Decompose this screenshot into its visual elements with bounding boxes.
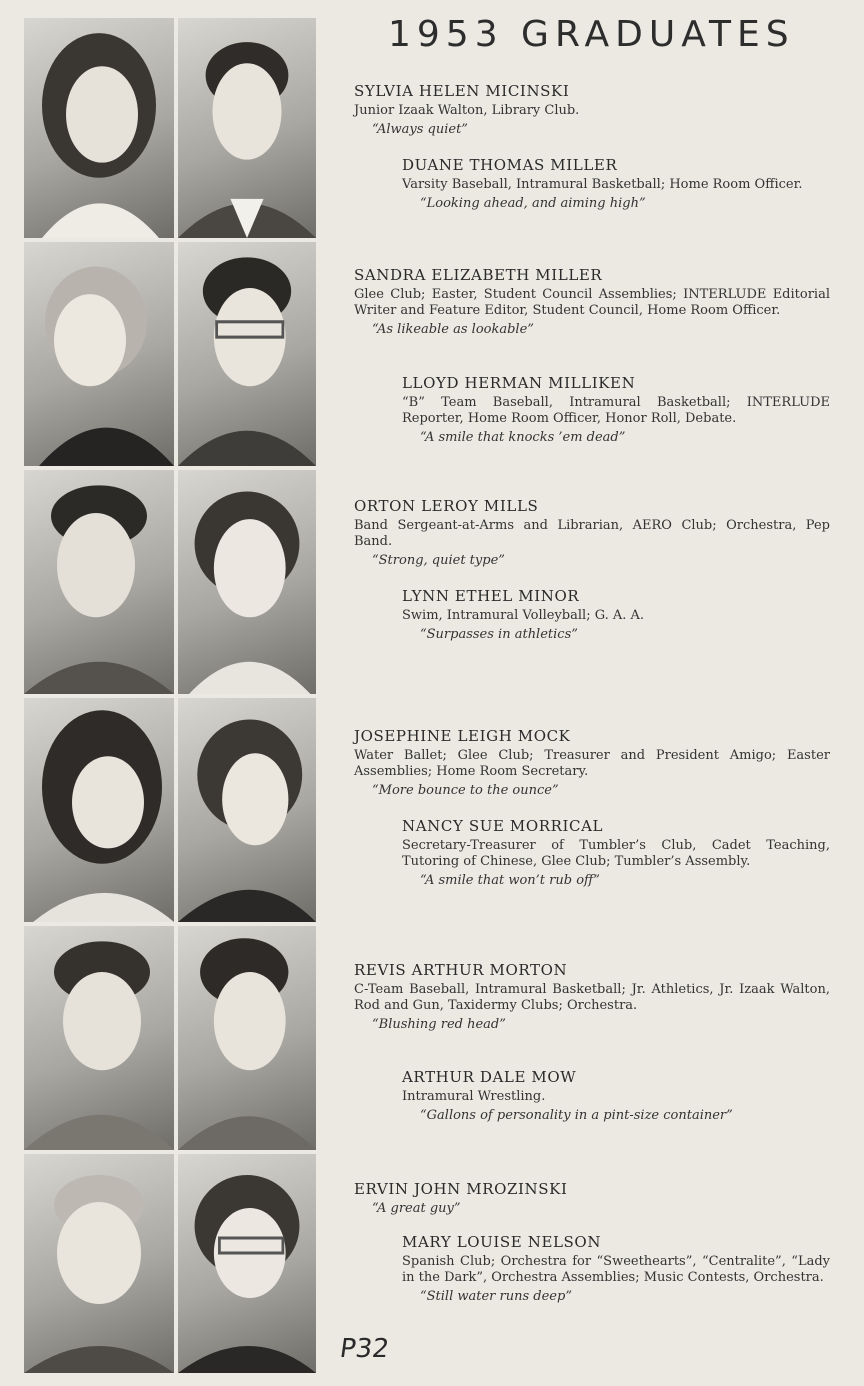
graduate-name: ORTON LEROY MILLS	[354, 497, 539, 515]
graduate-activities: Junior Izaak Walton, Library Club.	[354, 103, 580, 118]
graduate-activities: C-Team Baseball, Intramural Basketball; Jr. Athletics, Jr. Izaak Walton, Rod and Gun, Taxidermy Clubs; Orchestra.	[354, 982, 830, 1013]
portrait-photo	[24, 1154, 174, 1373]
graduate-entry	[354, 266, 830, 337]
graduate-entry	[402, 1068, 830, 1123]
portrait-photo	[178, 470, 316, 694]
graduate-quote: “Looking ahead, and aiming high”	[420, 196, 646, 211]
graduate-name: LLOYD HERMAN MILLIKEN	[402, 374, 636, 392]
graduate-name: NANCY SUE MORRICAL	[402, 817, 604, 835]
graduate-entry	[354, 497, 830, 568]
photo-grid	[24, 18, 316, 1373]
graduate-activities: Varsity Baseball, Intramural Basketball; Home Room Officer.	[402, 177, 803, 192]
portrait-photo	[24, 242, 174, 466]
page-number: P32	[337, 1334, 391, 1364]
graduate-activities: Spanish Club; Orchestra for “Sweethearts”, “Centralite”, “Lady in the Dark”, Orchestra Assemblies; Music Contests, Orchestra.	[402, 1254, 830, 1285]
graduate-entry	[354, 82, 830, 137]
portrait-photo	[24, 470, 174, 694]
portrait-photo	[178, 1154, 316, 1373]
graduate-name: SYLVIA HELEN MICINSKI	[354, 82, 570, 100]
graduate-entry	[402, 587, 830, 642]
graduate-entry	[402, 374, 830, 445]
graduate-entry	[354, 961, 830, 1032]
graduate-activities: Band Sergeant-at-Arms and Librarian, AERO Club; Orchestra, Pep Band.	[354, 518, 830, 549]
graduate-quote: “Gallons of personality in a pint-size container”	[420, 1108, 733, 1123]
portrait-photo	[178, 18, 316, 238]
graduate-entry	[402, 156, 830, 211]
page-title: 1953 GRADUATES	[388, 14, 795, 55]
portrait-photo	[178, 926, 316, 1150]
graduate-entry	[354, 727, 830, 798]
graduate-quote: “A smile that knocks ’em dead”	[420, 430, 626, 445]
graduate-quote: “More bounce to the ounce”	[372, 783, 559, 798]
graduate-name: LYNN ETHEL MINOR	[402, 587, 580, 605]
graduate-entry	[354, 1180, 830, 1216]
graduate-quote: “Surpasses in athletics”	[420, 627, 578, 642]
graduate-quote: “A smile that won’t rub off”	[420, 873, 600, 888]
graduate-quote: “Blushing red head”	[372, 1017, 506, 1032]
portrait-photo	[24, 926, 174, 1150]
portrait-photo	[178, 242, 316, 466]
graduate-activities: Swim, Intramural Volleyball; G. A. A.	[402, 608, 645, 623]
graduate-activities: Water Ballet; Glee Club; Treasurer and President Amigo; Easter Assemblies; Home Room Secretary.	[354, 748, 830, 779]
graduate-name: ARTHUR DALE MOW	[402, 1068, 577, 1086]
graduate-quote: “As likeable as lookable”	[372, 322, 534, 337]
graduate-name: REVIS ARTHUR MORTON	[354, 961, 568, 979]
graduate-name: MARY LOUISE NELSON	[402, 1233, 602, 1251]
portrait-photo	[178, 698, 316, 922]
graduate-activities: Glee Club; Easter, Student Council Assemblies; INTERLUDE Editorial Writer and Feature Editor, Student Council, Home Room Officer.	[354, 287, 830, 318]
graduate-activities: Secretary-Treasurer of Tumbler’s Club, Cadet Teaching, Tutoring of Chinese, Glee Club; Tumbler’s Assembly.	[402, 838, 830, 869]
graduate-name: SANDRA ELIZABETH MILLER	[354, 266, 603, 284]
graduate-entry	[402, 817, 830, 888]
graduate-quote: “Always quiet”	[372, 122, 468, 137]
graduate-entry	[402, 1233, 830, 1304]
portrait-photo	[24, 18, 174, 238]
graduate-activities: “B” Team Baseball, Intramural Basketball; INTERLUDE Reporter, Home Room Officer, Honor Roll, Debate.	[402, 395, 830, 426]
graduate-quote: “A great guy”	[372, 1201, 461, 1216]
graduate-name: DUANE THOMAS MILLER	[402, 156, 618, 174]
graduate-quote: “Still water runs deep”	[420, 1289, 572, 1304]
graduate-quote: “Strong, quiet type”	[372, 553, 505, 568]
graduate-name: ERVIN JOHN MROZINSKI	[354, 1180, 568, 1198]
portrait-photo	[24, 698, 174, 922]
graduate-activities: Intramural Wrestling.	[402, 1089, 546, 1104]
graduate-name: JOSEPHINE LEIGH MOCK	[354, 727, 571, 745]
